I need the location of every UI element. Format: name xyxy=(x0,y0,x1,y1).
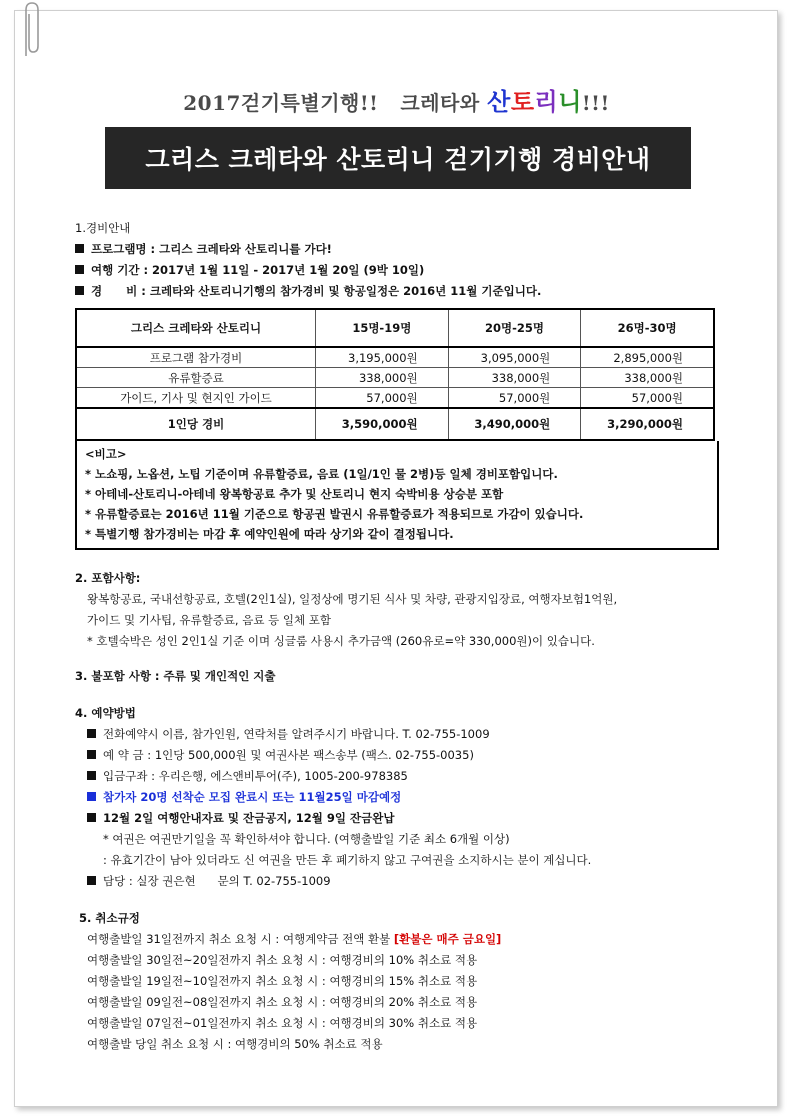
square-bullet-icon xyxy=(87,729,96,738)
santorini-char: 니 xyxy=(558,87,582,116)
cost-line xyxy=(75,281,715,302)
square-bullet-icon xyxy=(87,750,96,759)
cell-value: 3,590,000원 xyxy=(316,408,449,440)
section2-line: 왕복항공료, 국내선항공료, 호텔(2인1실), 일정상에 명기된 식사 및 차량, 관광지입장료, 여행자보험1억원, xyxy=(87,592,618,606)
note-item: * 특별기행 참가경비는 마감 후 예약인원에 따라 상기와 같이 결정됩니다. xyxy=(85,527,454,541)
program-line xyxy=(75,239,715,260)
section4 xyxy=(75,703,715,892)
paperclip-icon xyxy=(14,0,44,58)
square-bullet-icon xyxy=(87,771,96,780)
section5 xyxy=(75,908,715,1055)
section5-line: 여행출발일 30일전~20일전까지 취소 요청 시 : 여행경비의 10% 취소료 적용 xyxy=(87,953,478,967)
santorini-colored xyxy=(487,87,582,116)
table-row xyxy=(76,388,714,409)
section4-text: 참가자 20명 선착순 모집 완료시 또는 11월25일 마감예정 xyxy=(103,790,402,804)
section4-line xyxy=(75,808,715,829)
section5-line xyxy=(75,929,715,950)
notes-box xyxy=(75,441,719,550)
section5-heading: 5. 취소규정 xyxy=(79,911,140,925)
notes-title: <비고> xyxy=(85,447,127,461)
section2 xyxy=(75,568,715,652)
cost-label: 경 비 xyxy=(91,284,138,298)
section4-text: 예 약 금 : 1인당 500,000원 및 여권사본 팩스송부 (팩스. 02-755-0035) xyxy=(103,748,474,762)
square-bullet-icon xyxy=(87,813,96,822)
santorini-char: 산 xyxy=(487,87,511,116)
section4-text: 12월 2일 여행안내자료 및 잔금공지, 12월 9일 잔금완납 xyxy=(103,811,395,825)
cell-value: 57,000원 xyxy=(448,388,581,409)
main-content xyxy=(75,218,715,1055)
cell-value: 3,095,000원 xyxy=(448,347,581,368)
page-title-banner xyxy=(105,127,691,189)
row-label: 프로그램 참가경비 xyxy=(76,347,316,368)
section4-line: : 유효기간이 남아 있더라도 신 여권을 만든 후 폐기하지 않고 구여권을 소지하시는 분이 계십니다. xyxy=(103,853,592,867)
program-text: 프로그램명 : 그리스 크레타와 산토리니를 가다! xyxy=(91,242,332,256)
section5-line: 여행출발일 07일전~01일전까지 취소 요청 시 : 여행경비의 30% 취소료 적용 xyxy=(87,1016,478,1030)
cell-value: 3,195,000원 xyxy=(316,347,449,368)
cell-value: 3,490,000원 xyxy=(448,408,581,440)
section4-text: 입금구좌 : 우리은행, 에스앤비투어(주), 1005-200-978385 xyxy=(103,769,408,783)
section4-line xyxy=(75,871,715,892)
table-header-cell: 15명-19명 xyxy=(316,309,449,347)
section1-heading: 1.경비안내 xyxy=(75,221,131,235)
section5-line: 여행출발 당일 취소 요청 시 : 여행경비의 50% 취소료 적용 xyxy=(87,1037,383,1051)
cell-value: 57,000원 xyxy=(316,388,449,409)
table-header-row xyxy=(76,309,714,347)
section4-text: 전화예약시 이름, 참가인원, 연락처를 알려주시기 바랍니다. T. 02-755-1009 xyxy=(103,727,490,741)
header-part2: 크레타와 xyxy=(400,91,480,115)
section4-line xyxy=(75,766,715,787)
note-item: * 노쇼핑, 노옵션, 노팁 기준이며 유류할증료, 음료 (1일/1인 물 2병)등 일체 경비포함입니다. xyxy=(85,467,558,481)
cost-text: : 크레타와 산토리니기행의 참가경비 및 항공일정은 2016년 11월 기준입니다. xyxy=(141,284,542,298)
cell-value: 3,290,000원 xyxy=(581,408,714,440)
header-part1: 2017걷기특별기행!! xyxy=(183,91,379,115)
section4-line xyxy=(75,724,715,745)
row-label: 1인당 경비 xyxy=(76,408,316,440)
page-title: 그리스 크레타와 산토리니 걷기기행 경비안내 xyxy=(145,145,651,174)
cell-value: 338,000원 xyxy=(316,368,449,388)
cell-value: 338,000원 xyxy=(448,368,581,388)
period-line xyxy=(75,260,715,281)
table-header-cell: 20명-25명 xyxy=(448,309,581,347)
square-bullet-icon xyxy=(75,265,84,274)
square-bullet-icon xyxy=(75,244,84,253)
total-row xyxy=(76,408,714,440)
section3-heading: 3. 불포함 사항 : 주류 및 개인적인 지출 xyxy=(75,669,276,683)
period-text: 여행 기간 : 2017년 1월 11일 - 2017년 1월 20일 (9박 10일) xyxy=(91,263,425,277)
section4-deadline-line xyxy=(75,787,715,808)
note-item: * 아테네-산토리니-아테네 왕복항공료 추가 및 산토리니 현지 숙박비용 상승분 포함 xyxy=(85,487,504,501)
fee-table xyxy=(75,308,715,441)
square-bullet-icon xyxy=(87,876,96,885)
section4-line xyxy=(75,745,715,766)
header-exclaim: !!! xyxy=(581,91,610,115)
row-label: 가이드, 기사 및 현지인 가이드 xyxy=(76,388,316,409)
table-header-cell: 26명-30명 xyxy=(581,309,714,347)
table-row xyxy=(76,347,714,368)
header-title xyxy=(0,82,793,117)
note-item: * 유류할증료는 2016년 11월 기준으로 항공권 발권시 유류할증료가 적용되므로 가감이 있습니다. xyxy=(85,507,584,521)
section5-text: 여행출발일 31일전까지 취소 요청 시 : 여행계약금 전액 환불 xyxy=(87,932,391,946)
cell-value: 338,000원 xyxy=(581,368,714,388)
section4-line: * 여권은 여권만기일을 꼭 확인하셔야 합니다. (여행출발일 기준 최소 6개월 이상) xyxy=(103,832,510,846)
section2-line: 가이드 및 기사팁, 유류할증료, 음료 등 일체 포함 xyxy=(87,613,331,627)
section2-line: * 호텔숙박은 성인 2인1실 기준 이며 싱글룸 사용시 추가금액 (260유로=약 330,000원)이 있습니다. xyxy=(87,634,595,648)
row-label: 유류할증료 xyxy=(76,368,316,388)
refund-note: [환불은 매주 금요일] xyxy=(393,932,502,946)
section4-text: 담당 : 실장 권은현 문의 T. 02-755-1009 xyxy=(103,874,331,888)
table-header-cell: 그리스 크레타와 산토리니 xyxy=(76,309,316,347)
square-bullet-icon xyxy=(87,792,96,801)
santorini-char: 리 xyxy=(534,87,559,116)
cell-value: 57,000원 xyxy=(581,388,714,409)
square-bullet-icon xyxy=(75,286,84,295)
section5-line: 여행출발일 09일전~08일전까지 취소 요청 시 : 여행경비의 20% 취소료 적용 xyxy=(87,995,478,1009)
section4-heading: 4. 예약방법 xyxy=(75,706,136,720)
table-row xyxy=(76,368,714,388)
santorini-char: 토 xyxy=(510,87,535,116)
section3 xyxy=(75,666,715,687)
cell-value: 2,895,000원 xyxy=(581,347,714,368)
section5-line: 여행출발일 19일전~10일전까지 취소 요청 시 : 여행경비의 15% 취소료 적용 xyxy=(87,974,478,988)
section2-heading: 2. 포함사항: xyxy=(75,571,141,585)
